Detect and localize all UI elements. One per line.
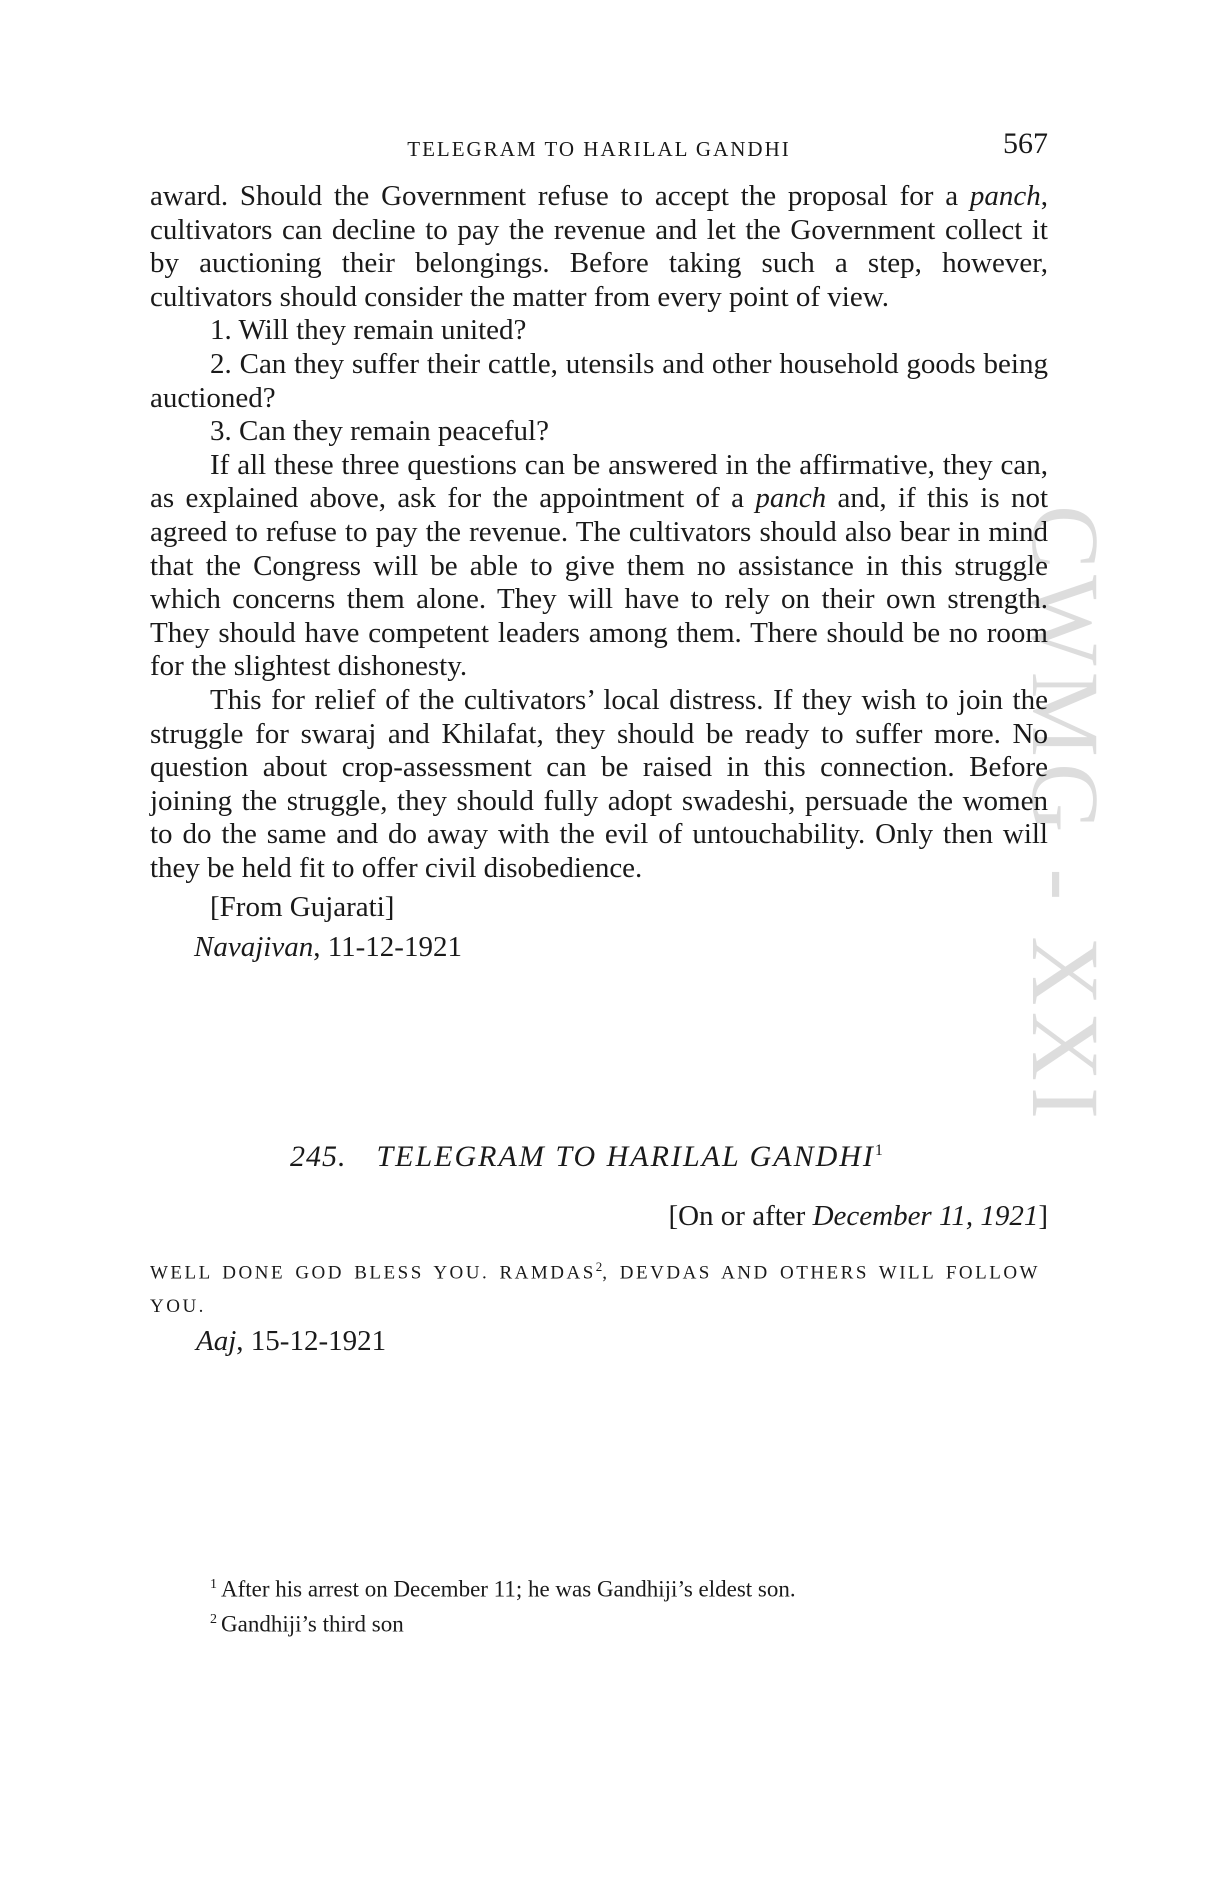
- watermark: [1010, 505, 1120, 1385]
- term-panch: panch: [755, 482, 827, 515]
- footnote-2: $^2$ Gandhiji’s third son: [210, 1611, 404, 1637]
- question-1: 1. Will they remain united?: [210, 314, 527, 347]
- section-title: TELEGRAM TO HARILAL GANDHI: [376, 1140, 875, 1173]
- section-number: 245.: [290, 1140, 347, 1173]
- source-language: [From Gujarati]: [210, 891, 395, 924]
- body-text: [150, 180, 1048, 965]
- telegram-text: WELL DONE GOD BLESS YOU. RAMDAS$^2$, DEVDAS AND OTHERS WILL FOLLOW YOU.: [150, 1259, 1040, 1318]
- paragraph-1: award. Should the Government refuse to accept the proposal for a panch, cultivators can decline to pay the revenue and let the Government collect it by auctioning their belongings. Before taking such a step, however, cultivators should consider the matter from every point of view.: [150, 180, 1048, 313]
- footnote-ref-2: 2: [595, 1259, 603, 1274]
- footnotes: [210, 1570, 796, 1639]
- paragraph-2: If all these three questions can be answered in the affirmative, they can, as explained above, ask for the appointment of a panch and, if this is not agreed to refuse to pay the revenue. The cultivators should also bear in mind that the Congress will be able to give them no assistance in this struggle which concerns them alone. They will have to rely on their own strength. They should have competent leaders among them. There should be no room for the slightest dishonesty.: [150, 448, 1049, 683]
- telegram-source: Aaj, 15-12-1921: [196, 1325, 387, 1357]
- page-number: 567: [1003, 127, 1048, 160]
- running-title: TELEGRAM TO HARILAL GANDHI: [407, 137, 791, 161]
- footnote-ref-1: 1: [874, 1142, 884, 1159]
- question-2: 2. Can they suffer their cattle, utensils and other household goods being auctioned?: [150, 347, 1048, 414]
- dateline: [On or after December 11, 1921]: [668, 1200, 1048, 1232]
- section-heading: [150, 1140, 1048, 1174]
- running-head: [150, 127, 1048, 167]
- term-panch: panch: [969, 180, 1041, 212]
- footnote-1: $^1$ After his arrest on December 11; he was Gandhiji’s eldest son.: [210, 1576, 796, 1602]
- source-citation: Navajivan, 11-12-1921: [194, 931, 462, 964]
- question-3: 3. Can they remain peaceful?: [210, 415, 549, 448]
- paragraph-3: This for relief of the cultivators’ local distress. If they wish to join the struggle for swaraj and Khilafat, they should be ready to suffer more. No question about crop-assessment can be raised in this connection. Before joining the struggle, they should fully adopt swadeshi, persuade the women to do the same and do away with the evil of untouchability. Only then will they be held fit to offer civil disobedience.: [150, 683, 1048, 884]
- watermark-text: CWMG - XXI: [1012, 505, 1119, 1125]
